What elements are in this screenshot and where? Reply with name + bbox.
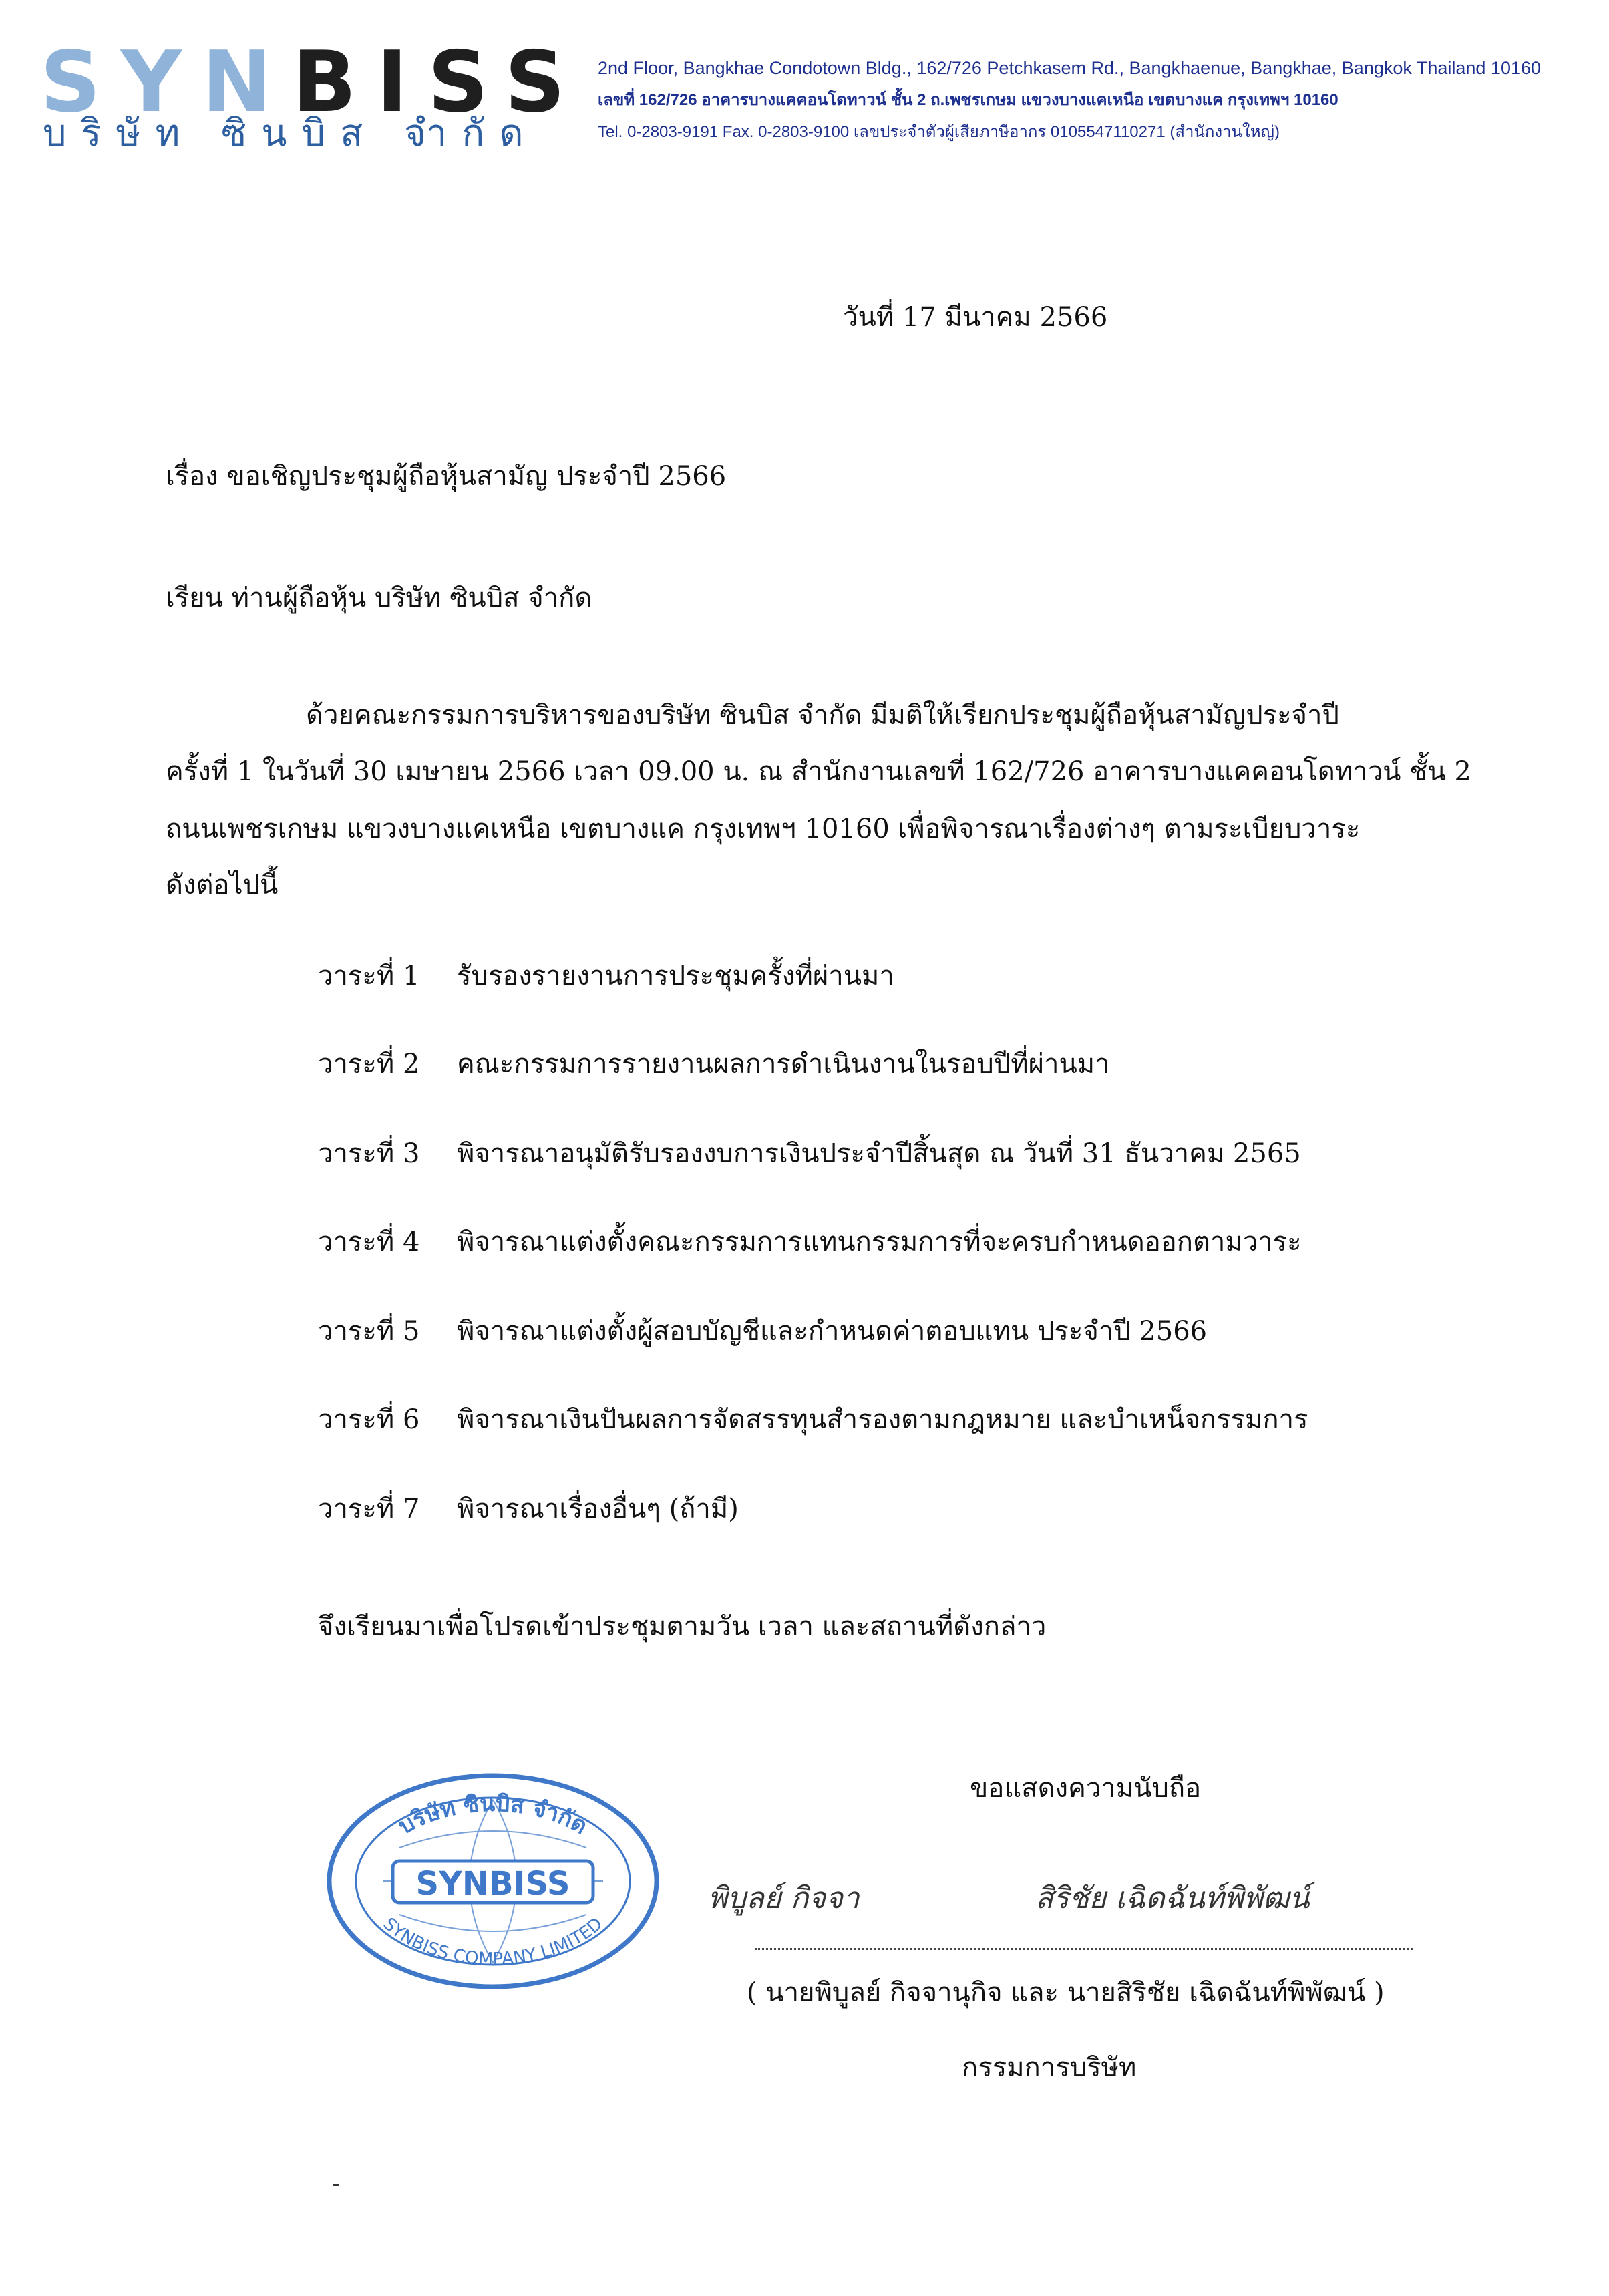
agenda-number: วาระที่ 3 — [318, 1138, 420, 1169]
agenda-text: พิจารณาเรื่องอื่นๆ (ถ้ามี) — [457, 1494, 739, 1524]
paragraph-line-1: ด้วยคณะกรรมการบริหารของบริษัท ซินบิส จำกัด มีมติให้เรียกประชุมผู้ถือหุ้นสามัญประจำปี — [306, 700, 1339, 731]
page-mark — [333, 2184, 339, 2186]
letter-recipient: เรียน ท่านผู้ถือหุ้น บริษัท ซินบิส จำกัด — [166, 583, 592, 613]
company-logo — [40, 33, 586, 155]
contact-line: Tel. 0-2803-9191 Fax. 0-2803-9100 เลขประจำตัวผู้เสียภาษีอากร 0105547110271 (สำนักงานใหญ่) — [598, 123, 1280, 141]
stamp-bottom-text — [379, 1914, 607, 1969]
signatory-names: ( นายพิบูลย์ กิจจานุกิจ และ นายสิริชัย เฉิดฉันท์พิพัฒน์ ) — [747, 1977, 1385, 2008]
agenda-item — [318, 1220, 1302, 1263]
agenda-item — [318, 954, 894, 997]
stamp-bottom-path: SYNBISS COMPANY LIMITED — [379, 1913, 607, 1970]
address-english: 2nd Floor, Bangkhae Condotown Bldg., 162/726 Petchkasem Rd., Bangkhaenue, Bangkhae, Bangkok Thailand 10160 — [598, 58, 1542, 78]
signatory-role: กรรมการบริษัท — [962, 2052, 1137, 2083]
regards-line: ขอแสดงความนับถือ — [970, 1773, 1202, 1804]
paragraph-line-3: ถนนเพชรเกษม แขวงบางแคเหนือ เขตบางแค กรุงเทพฯ 10160 เพื่อพิจารณาเรื่องต่างๆ ตามระเบียบวาระ — [166, 814, 1361, 844]
agenda-item — [318, 1309, 1207, 1352]
agenda-number: วาระที่ 5 — [318, 1316, 420, 1347]
paragraph-line-4: ดังต่อไปนี้ — [166, 870, 279, 900]
signature-dotted-line — [755, 1948, 1413, 1950]
company-stamp — [319, 1768, 667, 1995]
agenda-number: วาระที่ 2 — [318, 1049, 420, 1080]
agenda-number: วาระที่ 7 — [318, 1494, 420, 1524]
letter-date: วันที่ 17 มีนาคม 2566 — [843, 302, 1108, 333]
logo-thai-name: บริษัท ซินบิส จำกัด — [43, 112, 538, 155]
agenda-item — [318, 1487, 739, 1530]
closing-sentence: จึงเรียนมาเพื่อโปรดเข้าประชุมตามวัน เวลา และสถานที่ดังกล่าว — [318, 1611, 1047, 1642]
signature-1: พิบูลย์ กิจจา — [708, 1881, 860, 1915]
stamp-top-path: บริษัท ซินบิส จำกัด — [393, 1790, 592, 1840]
agenda-text: พิจารณาแต่งตั้งผู้สอบบัญชีและกำหนดค่าตอบแทน ประจำปี 2566 — [457, 1316, 1208, 1347]
agenda-item — [318, 1398, 1308, 1440]
agenda-number: วาระที่ 6 — [318, 1404, 420, 1435]
agenda-text: พิจารณาแต่งตั้งคณะกรรมการแทนกรรมการที่จะครบกำหนดออกตามวาระ — [457, 1226, 1302, 1257]
agenda-text: คณะกรรมการรายงานผลการดำเนินงานในรอบปีที่ผ่านมา — [457, 1049, 1110, 1080]
letterhead-address — [598, 52, 1586, 148]
agenda-text: พิจารณาเงินปันผลการจัดสรรทุนสำรองตามกฎหมาย และบำเหน็จกรรมการ — [457, 1404, 1308, 1435]
agenda-number: วาระที่ 4 — [318, 1226, 420, 1257]
stamp-top-text — [394, 1790, 592, 1840]
logo-wordmark-syn: SYN — [40, 33, 293, 131]
agenda-number: วาระที่ 1 — [318, 961, 420, 991]
agenda-text: พิจารณาอนุมัติรับรองงบการเงินประจำปีสิ้นสุด ณ วันที่ 31 ธันวาคม 2565 — [457, 1138, 1301, 1169]
address-thai: เลขที่ 162/726 อาคารบางแคคอนโดทาวน์ ชั้น 2 ถ.เพชรเกษม แขวงบางแคเหนือ เขตบางแค กรุงเทพฯ 10160 — [598, 91, 1338, 109]
logo-wordmark-biss: BISS — [292, 33, 586, 131]
paragraph-line-2: ครั้งที่ 1 ในวันที่ 30 เมษายน 2566 เวลา 09.00 น. ณ สำนักงานเลขที่ 162/726 อาคารบางแคคอนโดทาวน์ ชั้น 2 — [166, 756, 1471, 787]
stamp-center-text: SYNBISS — [415, 1865, 570, 1903]
agenda-item — [318, 1042, 1110, 1085]
agenda-item — [318, 1132, 1301, 1174]
agenda-text: รับรองรายงานการประชุมครั้งที่ผ่านมา — [457, 961, 894, 991]
signature-2: สิริชัย เฉิดฉันท์พิพัฒน์ — [1035, 1881, 1310, 1915]
letter-subject: เรื่อง ขอเชิญประชุมผู้ถือหุ้นสามัญ ประจำปี 2566 — [166, 461, 727, 492]
